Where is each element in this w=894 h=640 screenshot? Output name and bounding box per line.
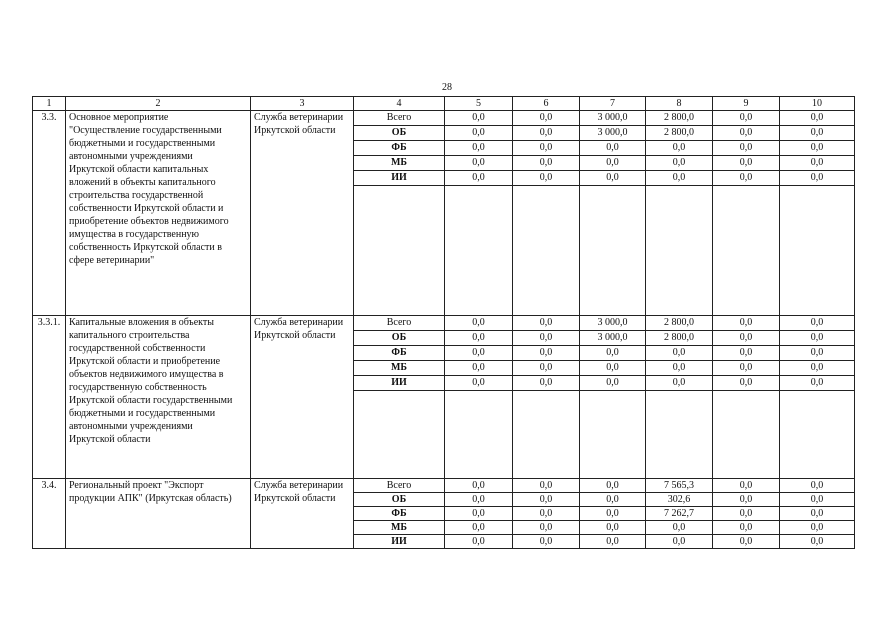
funding-value: 0,0 bbox=[513, 346, 580, 361]
funding-value: 0,0 bbox=[780, 361, 855, 376]
funding-value: 0,0 bbox=[513, 521, 580, 535]
program-table bbox=[32, 96, 855, 549]
page-number: 28 bbox=[442, 82, 452, 93]
funding-value: 0,0 bbox=[713, 535, 780, 549]
column-header: 8 bbox=[646, 97, 713, 111]
funding-value: 0,0 bbox=[713, 507, 780, 521]
funding-value: 3 000,0 bbox=[580, 111, 646, 126]
activity-name-line: Основное мероприятие bbox=[69, 112, 169, 123]
funding-value: 0,0 bbox=[513, 535, 580, 549]
responsible-executor bbox=[251, 316, 354, 479]
activity-name-line: строительства государственной bbox=[69, 190, 204, 201]
funding-value: 0,0 bbox=[513, 141, 580, 156]
funding-value: 2 800,0 bbox=[646, 126, 713, 141]
funding-value: 0,0 bbox=[445, 316, 513, 331]
activity-name-line: Капитальные вложения в объекты bbox=[69, 317, 214, 328]
funding-value: 0,0 bbox=[780, 316, 855, 331]
funding-value: 0,0 bbox=[445, 126, 513, 141]
funding-value: 0,0 bbox=[780, 156, 855, 171]
column-header: 1 bbox=[33, 97, 66, 111]
funding-source: МБ bbox=[354, 156, 445, 171]
activity-name-line: "Осуществление государственными bbox=[69, 125, 222, 136]
activity-name-line: собственность Иркутской области в bbox=[69, 242, 222, 253]
funding-value: 0,0 bbox=[445, 156, 513, 171]
funding-value: 0,0 bbox=[713, 479, 780, 493]
funding-value: 0,0 bbox=[513, 111, 580, 126]
executor-line: Служба ветеринарии bbox=[254, 317, 344, 328]
funding-value: 0,0 bbox=[513, 479, 580, 493]
funding-source: ФБ bbox=[354, 507, 445, 521]
funding-source: ИИ bbox=[354, 535, 445, 549]
responsible-executor bbox=[251, 111, 354, 316]
funding-value: 0,0 bbox=[580, 493, 646, 507]
funding-value: 0,0 bbox=[713, 156, 780, 171]
funding-value: 0,0 bbox=[445, 479, 513, 493]
funding-source: ОБ bbox=[354, 331, 445, 346]
funding-value: 302,6 bbox=[646, 493, 713, 507]
funding-source: ИИ bbox=[354, 171, 445, 186]
funding-value: 0,0 bbox=[780, 376, 855, 391]
funding-value: 0,0 bbox=[513, 331, 580, 346]
funding-value: 0,0 bbox=[713, 141, 780, 156]
blank-cell bbox=[780, 391, 855, 479]
executor-line: Служба ветеринарии bbox=[254, 480, 344, 491]
column-header: 4 bbox=[354, 97, 445, 111]
executor-line: Иркутской области bbox=[254, 493, 336, 504]
funding-value: 0,0 bbox=[780, 171, 855, 186]
funding-value: 0,0 bbox=[713, 126, 780, 141]
funding-value: 0,0 bbox=[445, 111, 513, 126]
activity-name-line: вложений в объекты капитального bbox=[69, 177, 216, 188]
activity-name bbox=[66, 316, 251, 479]
blank-cell bbox=[580, 391, 646, 479]
funding-value: 7 262,7 bbox=[646, 507, 713, 521]
funding-value: 0,0 bbox=[445, 346, 513, 361]
column-header: 9 bbox=[713, 97, 780, 111]
blank-cell bbox=[713, 391, 780, 479]
funding-value: 0,0 bbox=[713, 331, 780, 346]
activity-name-line: имущества в государственную bbox=[69, 229, 200, 240]
column-header: 10 bbox=[780, 97, 855, 111]
funding-source: ИИ bbox=[354, 376, 445, 391]
activity-name-line: государственной собственности bbox=[69, 343, 206, 354]
activity-name-line: Иркутской области государственными bbox=[69, 395, 233, 406]
section-number: 3.3.1. bbox=[33, 316, 66, 479]
responsible-executor bbox=[251, 479, 354, 549]
funding-value: 0,0 bbox=[780, 126, 855, 141]
funding-value: 0,0 bbox=[445, 141, 513, 156]
funding-value: 0,0 bbox=[445, 535, 513, 549]
column-header: 6 bbox=[513, 97, 580, 111]
activity-name-line: бюджетными и государственными bbox=[69, 408, 216, 419]
activity-name-line: приобретение объектов недвижимого bbox=[69, 216, 229, 227]
funding-value: 0,0 bbox=[580, 346, 646, 361]
executor-line: Иркутской области bbox=[254, 125, 336, 136]
funding-value: 0,0 bbox=[646, 156, 713, 171]
funding-value: 0,0 bbox=[780, 479, 855, 493]
funding-value: 0,0 bbox=[646, 535, 713, 549]
funding-value: 0,0 bbox=[780, 493, 855, 507]
funding-value: 0,0 bbox=[780, 111, 855, 126]
funding-value: 0,0 bbox=[780, 535, 855, 549]
funding-value: 0,0 bbox=[780, 346, 855, 361]
activity-name-line: Иркутской области bbox=[69, 434, 151, 445]
funding-value: 0,0 bbox=[580, 141, 646, 156]
funding-value: 0,0 bbox=[580, 507, 646, 521]
activity-name-line: государственную собственность bbox=[69, 382, 207, 393]
column-header: 5 bbox=[445, 97, 513, 111]
funding-value: 2 800,0 bbox=[646, 316, 713, 331]
funding-value: 0,0 bbox=[713, 111, 780, 126]
funding-value: 0,0 bbox=[780, 507, 855, 521]
funding-value: 0,0 bbox=[445, 361, 513, 376]
funding-value: 3 000,0 bbox=[580, 331, 646, 346]
funding-value: 0,0 bbox=[713, 493, 780, 507]
funding-value: 0,0 bbox=[445, 331, 513, 346]
funding-value: 0,0 bbox=[513, 126, 580, 141]
table-row bbox=[33, 316, 855, 331]
activity-name-line: продукции АПК" (Иркутская область) bbox=[69, 493, 232, 504]
funding-value: 0,0 bbox=[580, 535, 646, 549]
funding-value: 0,0 bbox=[780, 331, 855, 346]
activity-name-line: собственности Иркутской области и bbox=[69, 203, 224, 214]
funding-value: 0,0 bbox=[445, 493, 513, 507]
activity-name-line: автономными учреждениями bbox=[69, 421, 193, 432]
funding-value: 0,0 bbox=[646, 376, 713, 391]
funding-value: 0,0 bbox=[713, 316, 780, 331]
funding-source: МБ bbox=[354, 361, 445, 376]
funding-value: 0,0 bbox=[580, 521, 646, 535]
funding-value: 0,0 bbox=[580, 171, 646, 186]
blank-cell bbox=[780, 186, 855, 316]
blank-cell bbox=[513, 186, 580, 316]
funding-value: 0,0 bbox=[580, 479, 646, 493]
funding-value: 0,0 bbox=[713, 376, 780, 391]
funding-source: ФБ bbox=[354, 346, 445, 361]
funding-value: 0,0 bbox=[445, 376, 513, 391]
funding-value: 0,0 bbox=[513, 316, 580, 331]
funding-value: 0,0 bbox=[513, 507, 580, 521]
funding-value: 0,0 bbox=[646, 141, 713, 156]
funding-source: МБ bbox=[354, 521, 445, 535]
funding-value: 0,0 bbox=[646, 346, 713, 361]
activity-name-line: капитального строительства bbox=[69, 330, 190, 341]
activity-name bbox=[66, 479, 251, 549]
funding-value: 0,0 bbox=[513, 156, 580, 171]
funding-value: 0,0 bbox=[713, 171, 780, 186]
blank-cell bbox=[646, 186, 713, 316]
activity-name-line: бюджетными и государственными bbox=[69, 138, 216, 149]
funding-value: 0,0 bbox=[713, 361, 780, 376]
funding-value: 3 000,0 bbox=[580, 126, 646, 141]
table-row bbox=[33, 111, 855, 126]
blank-cell bbox=[580, 186, 646, 316]
funding-value: 0,0 bbox=[780, 141, 855, 156]
funding-value: 0,0 bbox=[780, 521, 855, 535]
funding-value: 0,0 bbox=[513, 171, 580, 186]
activity-name-line: Иркутской области капитальных bbox=[69, 164, 209, 175]
funding-value: 2 800,0 bbox=[646, 111, 713, 126]
activity-name-line: сфере ветеринарии" bbox=[69, 255, 155, 266]
funding-source: Всего bbox=[354, 111, 445, 126]
funding-value: 2 800,0 bbox=[646, 331, 713, 346]
funding-value: 0,0 bbox=[646, 361, 713, 376]
funding-value: 0,0 bbox=[513, 493, 580, 507]
funding-value: 0,0 bbox=[713, 346, 780, 361]
activity-name bbox=[66, 111, 251, 316]
funding-value: 0,0 bbox=[445, 507, 513, 521]
activity-name-line: автономными учреждениями bbox=[69, 151, 193, 162]
blank-cell bbox=[445, 186, 513, 316]
activity-name-line: Иркутской области и приобретение bbox=[69, 356, 221, 367]
table-row bbox=[33, 479, 855, 493]
funding-value: 3 000,0 bbox=[580, 316, 646, 331]
column-header: 7 bbox=[580, 97, 646, 111]
column-number-row bbox=[33, 97, 855, 111]
executor-line: Иркутской области bbox=[254, 330, 336, 341]
funding-source: ОБ bbox=[354, 126, 445, 141]
funding-value: 0,0 bbox=[580, 156, 646, 171]
blank-cell bbox=[354, 391, 445, 479]
funding-value: 0,0 bbox=[646, 521, 713, 535]
funding-source: Всего bbox=[354, 479, 445, 493]
funding-value: 0,0 bbox=[445, 171, 513, 186]
funding-value: 0,0 bbox=[713, 521, 780, 535]
funding-value: 0,0 bbox=[580, 361, 646, 376]
column-header: 3 bbox=[251, 97, 354, 111]
section-number: 3.3. bbox=[33, 111, 66, 316]
funding-source: ФБ bbox=[354, 141, 445, 156]
funding-value: 0,0 bbox=[580, 376, 646, 391]
activity-name-line: объектов недвижимого имущества в bbox=[69, 369, 224, 380]
blank-cell bbox=[646, 391, 713, 479]
activity-name-line: Региональный проект "Экспорт bbox=[69, 480, 204, 491]
funding-value: 0,0 bbox=[513, 376, 580, 391]
section-number: 3.4. bbox=[33, 479, 66, 549]
blank-cell bbox=[445, 391, 513, 479]
funding-value: 0,0 bbox=[513, 361, 580, 376]
blank-cell bbox=[713, 186, 780, 316]
executor-line: Служба ветеринарии bbox=[254, 112, 344, 123]
blank-cell bbox=[354, 186, 445, 316]
funding-source: ОБ bbox=[354, 493, 445, 507]
blank-cell bbox=[513, 391, 580, 479]
column-header: 2 bbox=[66, 97, 251, 111]
funding-value: 7 565,3 bbox=[646, 479, 713, 493]
funding-value: 0,0 bbox=[646, 171, 713, 186]
funding-value: 0,0 bbox=[445, 521, 513, 535]
funding-source: Всего bbox=[354, 316, 445, 331]
